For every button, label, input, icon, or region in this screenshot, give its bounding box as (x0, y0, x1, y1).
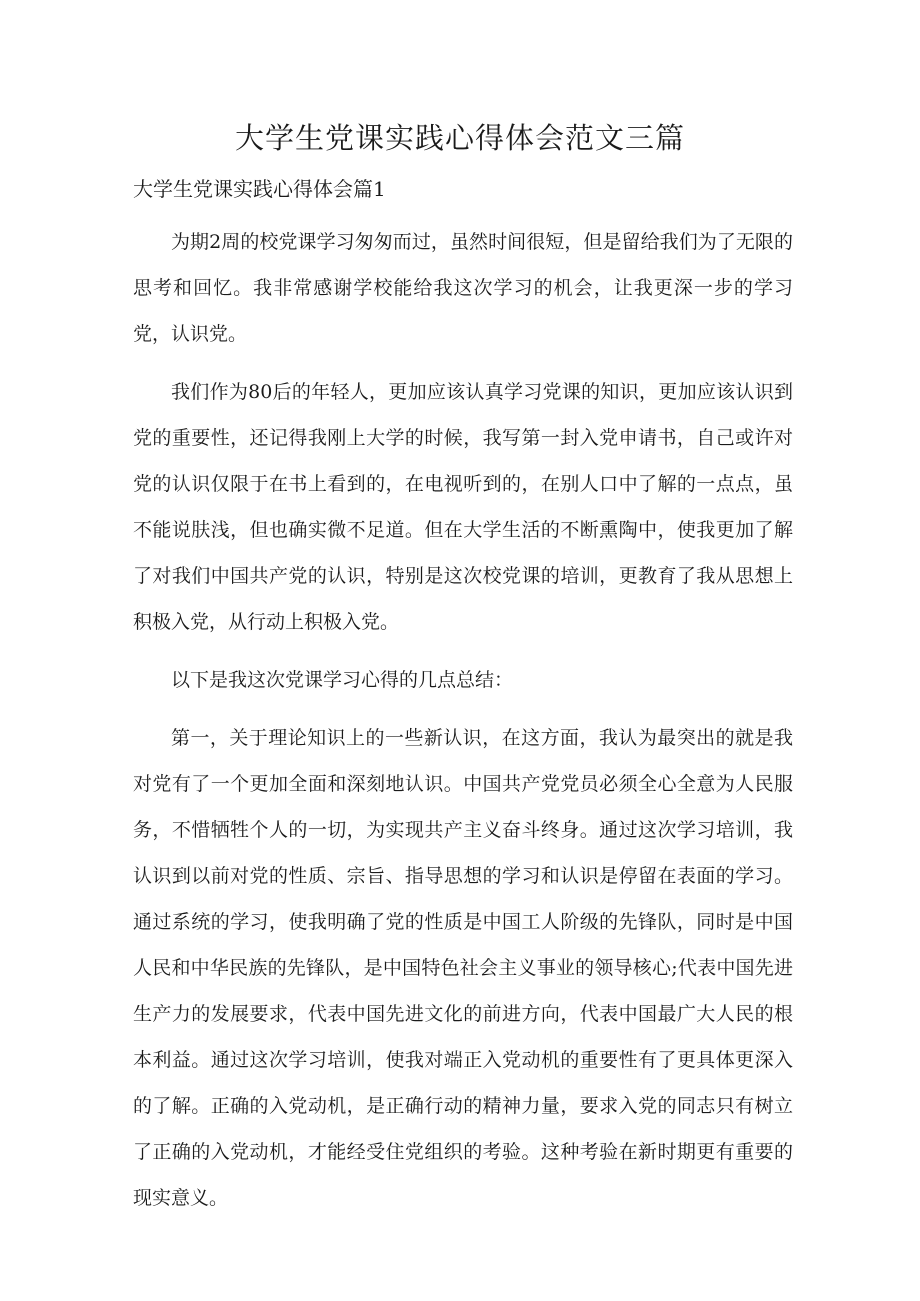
paragraph: 为期2周的校党课学习匆匆而过，虽然时间很短，但是留给我们为了无限的思考和回忆。我非常感谢学校能给我这次学习的机会，让我更深一步的学习党，认识党。 (133, 231, 793, 345)
paragraph: 第一，关于理论知识上的一些新认识，在这方面，我认为最突出的就是我对党有了一个更加全面和深刻地认识。中国共产党党员必须全心全意为人民服务，不惜牺牲个人的一切，为实现共产主义奋斗终身。通过这次学习培训，我认识到以前对党的性质、宗旨、指导思想的学习和认识是停留在表面的学习。通过系统的学习，使我明确了党的性质是中国工人阶级的先锋队，同时是中国人民和中华民族的先锋队，是中国特色社会主义事业的领导核心;代表中国先进生产力的发展要求，代表中国先进文化的前进方向，代表中国最广大人民的根本利益。通过这次学习培训，使我对端正入党动机的重要性有了更具体更深入的了解。正确的入党动机，是正确行动的精神力量，要求入党的同志只有树立了正确的入党动机，才能经受住党组织的考验。这种考验在新时期更有重要的现实意义。 (133, 727, 793, 1209)
document-body (133, 219, 793, 1233)
paragraph: 我们作为80后的年轻人，更加应该认真学习党课的知识，更加应该认识到党的重要性，还记得我刚上大学的时候，我写第一封入党申请书，自己或许对党的认识仅限于在书上看到的，在电视听到的，在别人口中了解的一点点，虽不能说肤浅，但也确实微不足道。但在大学生活的不断熏陶中，使我更加了解了对我们中国共产党的认识，特别是这次校党课的培训，更教育了我从思想上积极入党，从行动上积极入党。 (133, 381, 793, 633)
section-heading: 大学生党课实践心得体会篇1 (133, 177, 386, 201)
document-title: 大学生党课实践心得体会范文三篇 (234, 121, 685, 155)
paragraph: 以下是我这次党课学习心得的几点总结： (171, 669, 514, 691)
